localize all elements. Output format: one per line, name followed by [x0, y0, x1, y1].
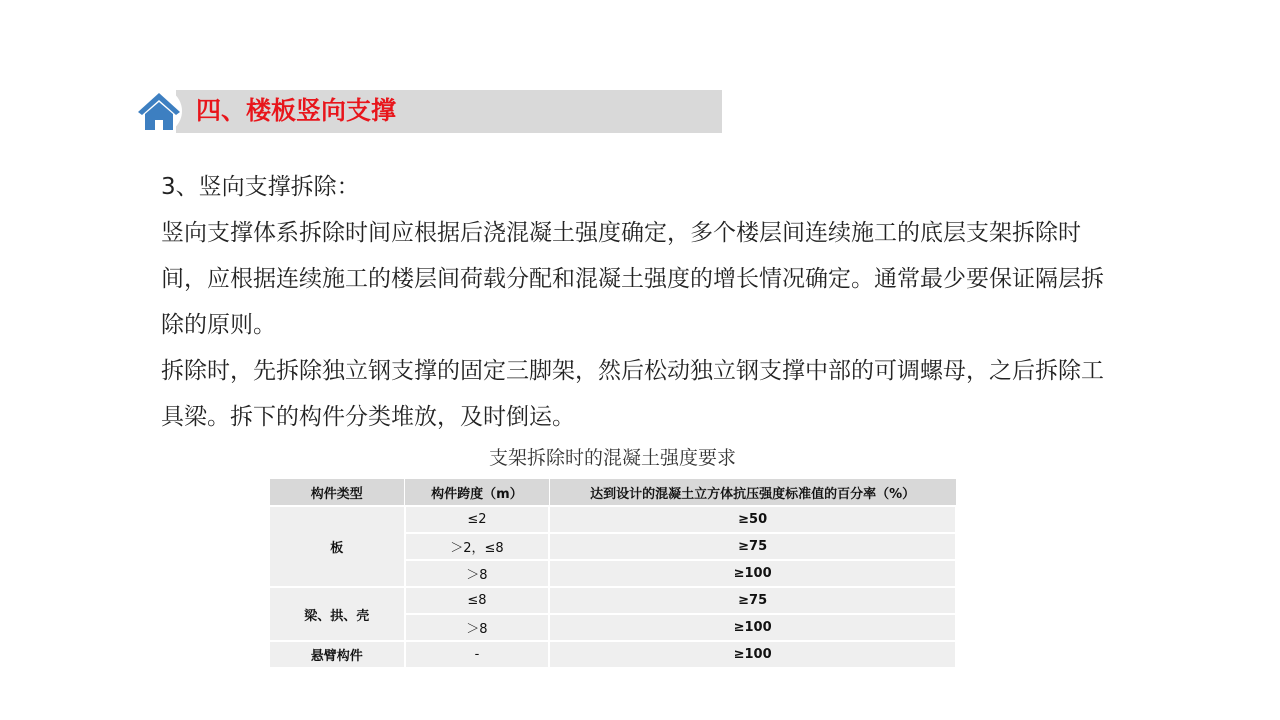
table-caption: 支架拆除时的混凝土强度要求: [488, 447, 736, 469]
column-header: 构件跨度（m）: [405, 479, 550, 507]
content-section: [161, 164, 1121, 440]
paragraph: 拆除时，先拆除独立钢支撑的固定三脚架，然后松动独立钢支撑中部的可调螺母，之后拆除工具梁。拆下的构件分类堆放，及时倒运。: [161, 358, 1104, 430]
span-cell: ≤2: [405, 506, 550, 533]
percent-cell: ≥50: [549, 506, 956, 533]
column-header: 达到设计的混凝土立方体抗压强度标准值的百分率（%）: [549, 479, 956, 507]
section-heading: 3、竖向支撑拆除：: [161, 174, 360, 200]
component-type-cell: 梁、拱、壳: [269, 587, 405, 641]
component-type-cell: 板: [269, 506, 405, 587]
table-header-row: [269, 479, 956, 507]
table-row: [269, 506, 956, 533]
strength-requirements-table: [268, 478, 957, 669]
span-cell: -: [405, 641, 550, 668]
home-icon: [132, 85, 190, 135]
table-row: [269, 587, 956, 614]
column-header: 构件类型: [269, 479, 405, 507]
percent-cell: ≥100: [549, 641, 956, 668]
span-cell: ＞8: [405, 560, 550, 587]
table-row: [269, 641, 956, 668]
paragraph: 竖向支撑体系拆除时间应根据后浇混凝土强度确定，多个楼层间连续施工的底层支架拆除时间，应根据连续施工的楼层间荷载分配和混凝土强度的增长情况确定。通常最少要保证隔层拆除的原则。: [161, 220, 1104, 338]
component-type-cell: 悬臂构件: [269, 641, 405, 668]
percent-cell: ≥100: [549, 560, 956, 587]
span-cell: ≤8: [405, 587, 550, 614]
percent-cell: ≥75: [549, 533, 956, 560]
percent-cell: ≥100: [549, 614, 956, 641]
percent-cell: ≥75: [549, 587, 956, 614]
span-cell: ＞8: [405, 614, 550, 641]
page-title: 四、楼板竖向支撑: [196, 96, 397, 125]
span-cell: ＞2，≤8: [405, 533, 550, 560]
